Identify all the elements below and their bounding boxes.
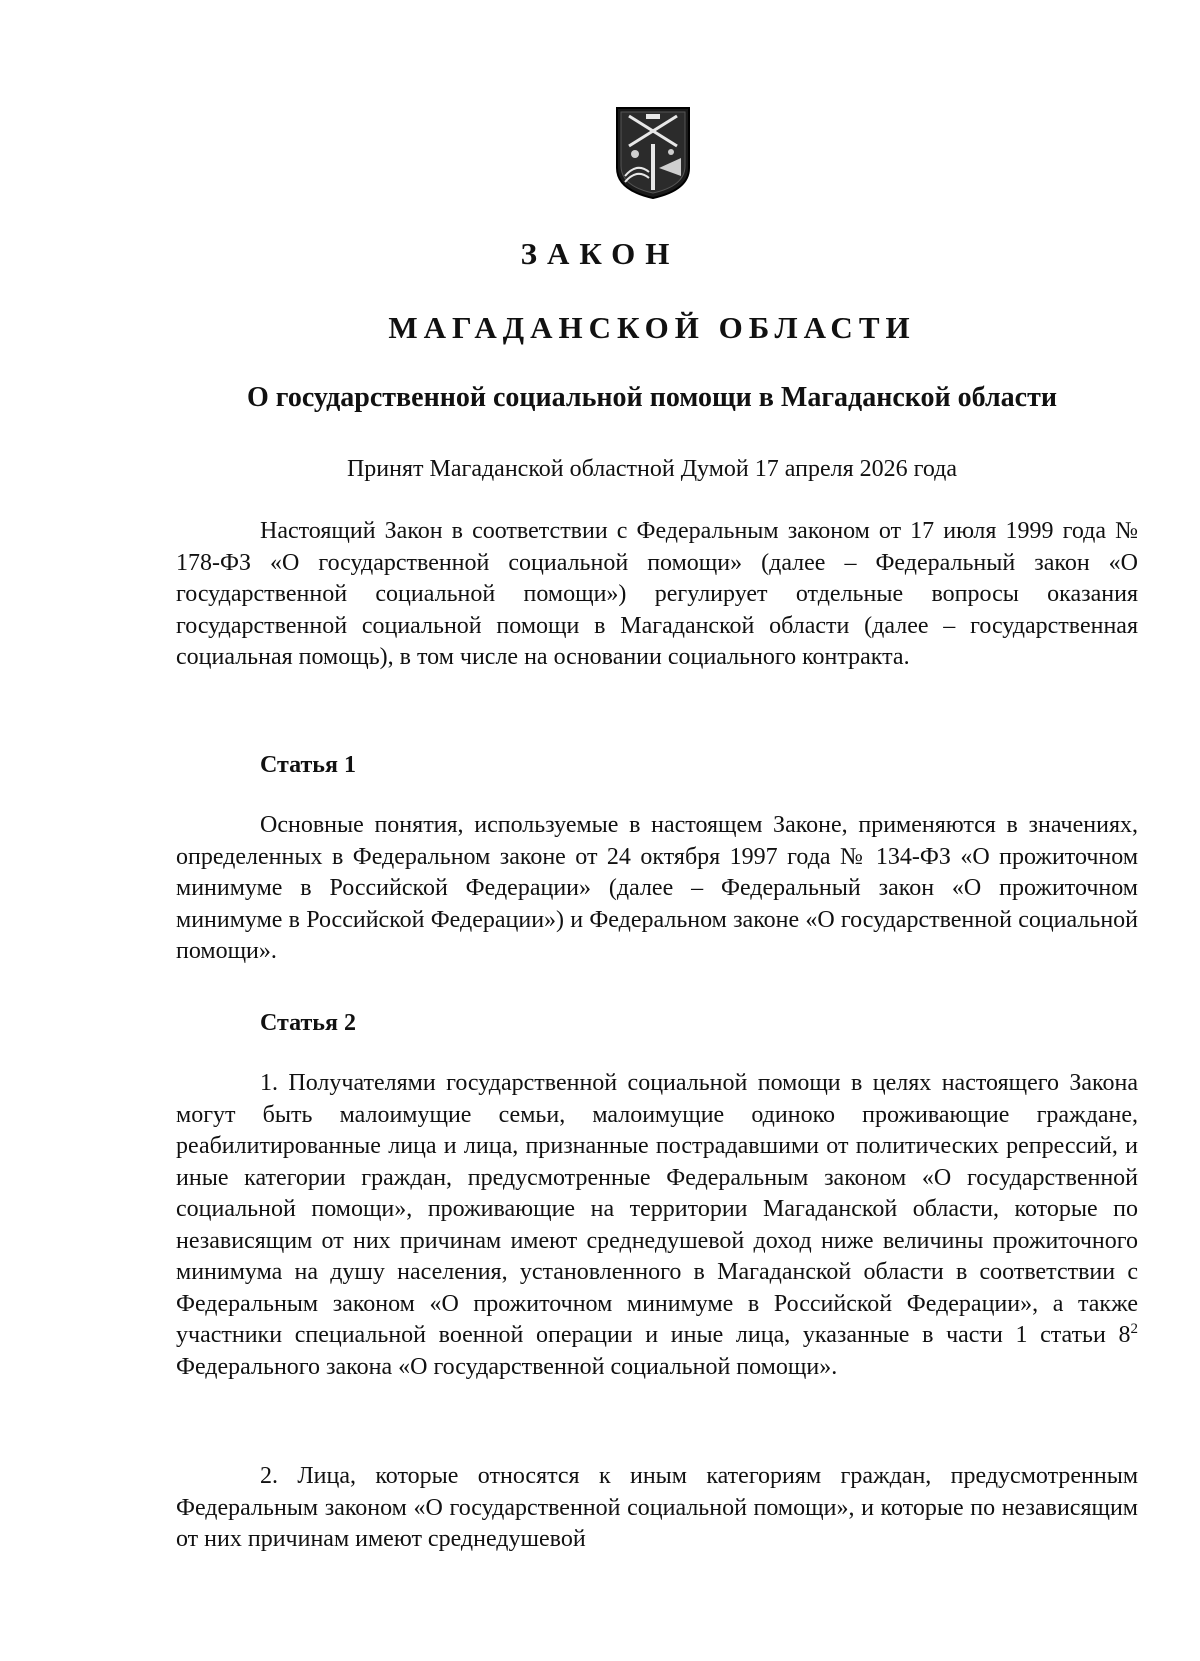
law-subject: О государственной социальной помощи в Магаданской области: [247, 382, 1057, 413]
article-2-item-1-tail: Федерального закона «О государственной социальной помощи».: [176, 1353, 838, 1380]
article-2-item-1-text: 1. Получателями государственной социальной помощи в целях настоящего Закона могут быть малоимущие семьи, малоимущие одиноко проживающие граждане, реабилитированные лица и лица, признанные пострадавшими от политических репрессий, и иные категории граждан, предусмотренные Федеральным законом «О государственной социальной помощи», проживающие на территории Магаданской области, которые по независящим от них причинам имеют среднедушевой доход ниже величины прожиточного минимума на душу населения, установленного в Магаданской области в соответствии с Федеральным законом «О прожиточном минимуме в Российской Федерации», а также участники специальной военной операции и иные лица, указанные в части 1 статьи 8: [176, 1070, 1138, 1348]
article-2-heading: Статья 2: [260, 1010, 356, 1036]
article-reference-superscript: 2: [1130, 1321, 1138, 1337]
article-1-text: Основные понятия, используемые в настоящем Законе, применяются в значениях, определенных в Федеральном законе от 24 октября 1997 года № 134-ФЗ «О прожиточном минимуме в Российской Федерации» (далее – Федеральный закон «О прожиточном минимуме в Российской Федерации») и Федеральном законе «О государственной социальной помощи».: [176, 812, 1138, 964]
law-title: ЗАКОН: [520, 236, 680, 271]
article-2-item-2: 2. Лица, которые относятся к иным категориям граждан, предусмотренным Федеральным законом «О государственной социальной помощи», и которые по независящим от них причинам имеют среднедушевой: [176, 1463, 1138, 1552]
article-2-item-1: [176, 1068, 1138, 1383]
article-1-heading: Статья 1: [260, 752, 356, 778]
adoption-date: Принят Магаданской областной Думой 17 апреля 2026 года: [346, 456, 958, 482]
region-title: МАГАДАНСКОЙ ОБЛАСТИ: [388, 310, 916, 345]
preamble-paragraph: Настоящий Закон в соответствии с Федеральным законом от 17 июля 1999 года № 178-ФЗ «О государственной социальной помощи» (далее – Федеральный закон «О государственной социальной помощи») регулирует отдельные вопросы оказания государственной социальной помощи в Магаданской области (далее – государственная социальная помощь), в том числе на основании социального контракта.: [176, 518, 1138, 670]
magadan-coat-of-arms-icon: [615, 106, 691, 200]
